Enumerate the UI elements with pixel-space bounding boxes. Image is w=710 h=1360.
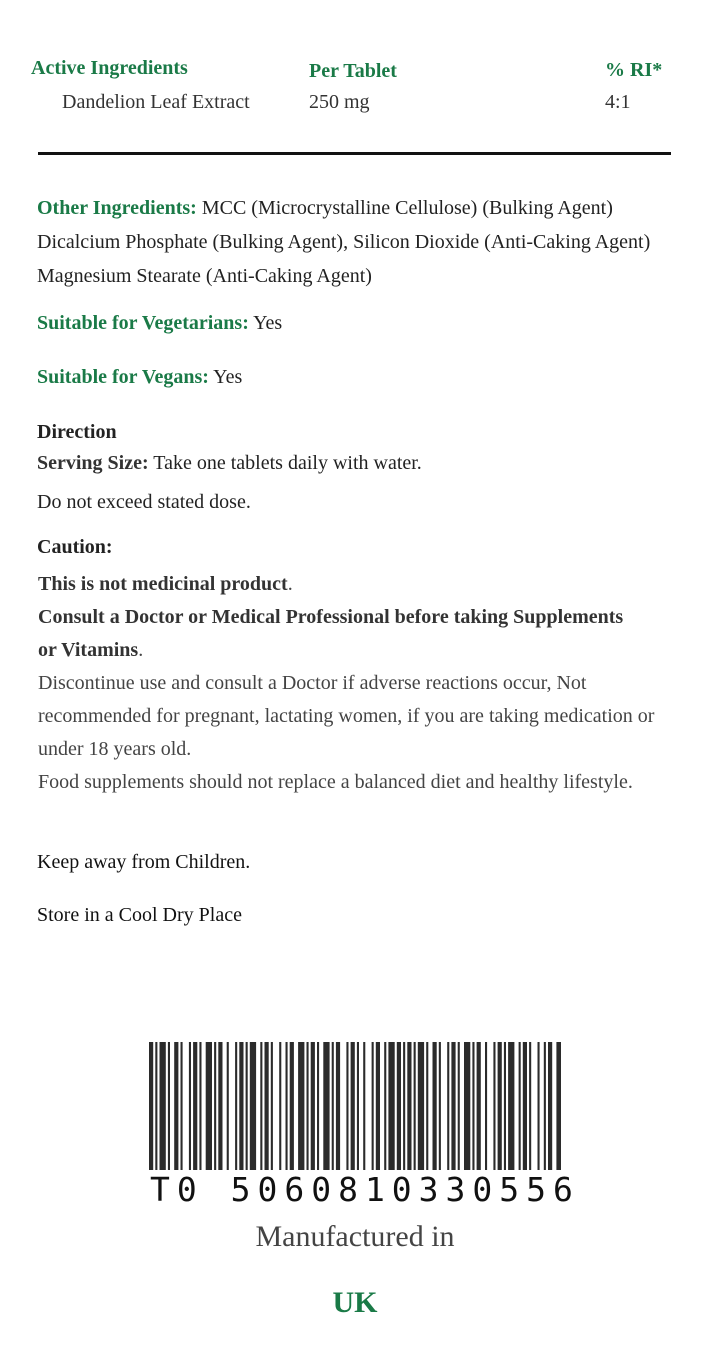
- caution-text: This is not medicinal product. Consult a Doctor or Medical Professional before taking Supplements or Vitamins. Discontinue use and consult a Doctor if adverse reactions occur, Not recommended for pregnant, lactating women, if you are taking medication or under 18 years old. Food supplements should not replace a balanced diet and healthy lifestyle.: [38, 568, 654, 799]
- caution-line1: This is not medicinal product: [38, 573, 288, 595]
- barcode-bar: [250, 1042, 256, 1170]
- barcode-bar: [298, 1042, 304, 1170]
- other-ingredients: [37, 191, 650, 293]
- barcode-bar: [336, 1042, 340, 1170]
- barcode-bar: [323, 1042, 329, 1170]
- caution-heading: Caution:: [37, 536, 113, 558]
- barcode-bar: [332, 1042, 334, 1170]
- barcode-digits: T0 5060810330556: [150, 1170, 580, 1209]
- caution-line6: under 18 years old.: [38, 738, 192, 760]
- vegetarians-label: Suitable for Vegetarians:: [37, 312, 249, 334]
- other-ingredients-line1: MCC (Microcrystalline Cellulose) (Bulking Agent): [196, 197, 613, 219]
- caution-line3: or Vitamins: [38, 639, 139, 661]
- vegans-value: Yes: [208, 366, 243, 388]
- vegetarians-value: Yes: [248, 312, 283, 334]
- barcode-bar: [485, 1042, 487, 1170]
- storage-instruction: Store in a Cool Dry Place: [37, 904, 242, 926]
- barcode-bar: [414, 1042, 416, 1170]
- barcode-bar: [290, 1042, 294, 1170]
- barcode-bar: [529, 1042, 531, 1170]
- barcode-bar: [260, 1042, 262, 1170]
- barcode-bars: [148, 1042, 562, 1170]
- barcode-bar: [504, 1042, 506, 1170]
- vegetarians-line: [37, 306, 282, 340]
- barcode-bar: [508, 1042, 514, 1170]
- barcode-bar: [235, 1042, 237, 1170]
- ingredient-ri: 4:1: [605, 91, 631, 113]
- barcode-bar: [227, 1042, 229, 1170]
- other-ingredients-line2: Dicalcium Phosphate (Bulking Agent), Silicon Dioxide (Anti-Caking Agent): [37, 231, 651, 253]
- vegans-label: Suitable for Vegans:: [37, 366, 209, 388]
- barcode-bar: [189, 1042, 191, 1170]
- barcode-bar: [493, 1042, 495, 1170]
- barcode-bar: [439, 1042, 441, 1170]
- barcode-bar: [477, 1042, 481, 1170]
- caution-line4: Discontinue use and consult a Doctor if adverse reactions occur, Not: [38, 672, 587, 694]
- header-ri: % RI*: [605, 59, 663, 81]
- barcode-bar: [447, 1042, 449, 1170]
- serving-size-label: Serving Size:: [37, 452, 149, 474]
- barcode-bar: [363, 1042, 365, 1170]
- barcode-bar: [160, 1042, 166, 1170]
- manufactured-country: UK: [332, 1286, 378, 1319]
- ingredient-per-tablet: 250 mg: [309, 91, 370, 113]
- other-ingredients-label: Other Ingredients:: [37, 197, 197, 219]
- barcode-bar: [357, 1042, 359, 1170]
- header-per-tablet: Per Tablet: [309, 60, 397, 82]
- barcode-bar: [388, 1042, 394, 1170]
- barcode-bar: [458, 1042, 460, 1170]
- barcode-bar: [472, 1042, 474, 1170]
- barcode-bar: [397, 1042, 401, 1170]
- barcode-bar: [523, 1042, 527, 1170]
- barcode-bar: [372, 1042, 374, 1170]
- barcode-bar: [206, 1042, 212, 1170]
- barcode-bar: [246, 1042, 248, 1170]
- barcode-bar: [265, 1042, 269, 1170]
- barcode-bar: [174, 1042, 178, 1170]
- barcode-bar: [168, 1042, 170, 1170]
- barcode-bar: [346, 1042, 348, 1170]
- barcode-bar: [155, 1042, 157, 1170]
- barcode-bar: [538, 1042, 540, 1170]
- barcode-bar: [544, 1042, 546, 1170]
- barcode-bar: [181, 1042, 183, 1170]
- barcode-bar: [451, 1042, 455, 1170]
- barcode-bar: [286, 1042, 288, 1170]
- barcode-bar: [239, 1042, 243, 1170]
- barcode-bar: [307, 1042, 309, 1170]
- other-ingredients-line3: Magnesium Stearate (Anti-Caking Agent): [37, 265, 372, 287]
- vegans-line: [37, 360, 242, 394]
- barcode-bar: [271, 1042, 273, 1170]
- barcode-bar: [149, 1042, 153, 1170]
- barcode-bar: [407, 1042, 411, 1170]
- barcode-bar: [418, 1042, 424, 1170]
- caution-line2: Consult a Doctor or Medical Professional before taking Supplements: [38, 606, 624, 628]
- barcode-bar: [351, 1042, 355, 1170]
- barcode-bar: [384, 1042, 386, 1170]
- barcode: [148, 1042, 562, 1170]
- barcode-bar: [464, 1042, 470, 1170]
- barcode-bar: [498, 1042, 502, 1170]
- barcode-bar: [519, 1042, 521, 1170]
- manufactured-label: Manufactured in: [255, 1220, 455, 1253]
- barcode-bar: [279, 1042, 281, 1170]
- barcode-bar: [403, 1042, 405, 1170]
- header-active-ingredients: Active Ingredients: [31, 57, 188, 79]
- keep-away-children: Keep away from Children.: [37, 851, 251, 873]
- barcode-bar: [548, 1042, 552, 1170]
- divider: [38, 152, 671, 155]
- direction-heading: Direction: [37, 421, 117, 443]
- barcode-bar: [433, 1042, 437, 1170]
- caution-line5: recommended for pregnant, lactating women, if you are taking medication or: [38, 705, 655, 727]
- serving-size-line: [37, 446, 422, 480]
- barcode-bar: [218, 1042, 222, 1170]
- barcode-bar: [199, 1042, 201, 1170]
- ingredient-name: Dandelion Leaf Extract: [62, 91, 250, 113]
- barcode-bar: [317, 1042, 319, 1170]
- barcode-bar: [426, 1042, 428, 1170]
- dose-note: Do not exceed stated dose.: [37, 491, 251, 513]
- caution-line7: Food supplements should not replace a balanced diet and healthy lifestyle.: [38, 771, 633, 793]
- serving-size-value: Take one tablets daily with water.: [148, 452, 422, 474]
- barcode-bar: [193, 1042, 197, 1170]
- barcode-bar: [376, 1042, 380, 1170]
- barcode-bar: [556, 1042, 561, 1170]
- barcode-bar: [311, 1042, 315, 1170]
- barcode-bar: [214, 1042, 216, 1170]
